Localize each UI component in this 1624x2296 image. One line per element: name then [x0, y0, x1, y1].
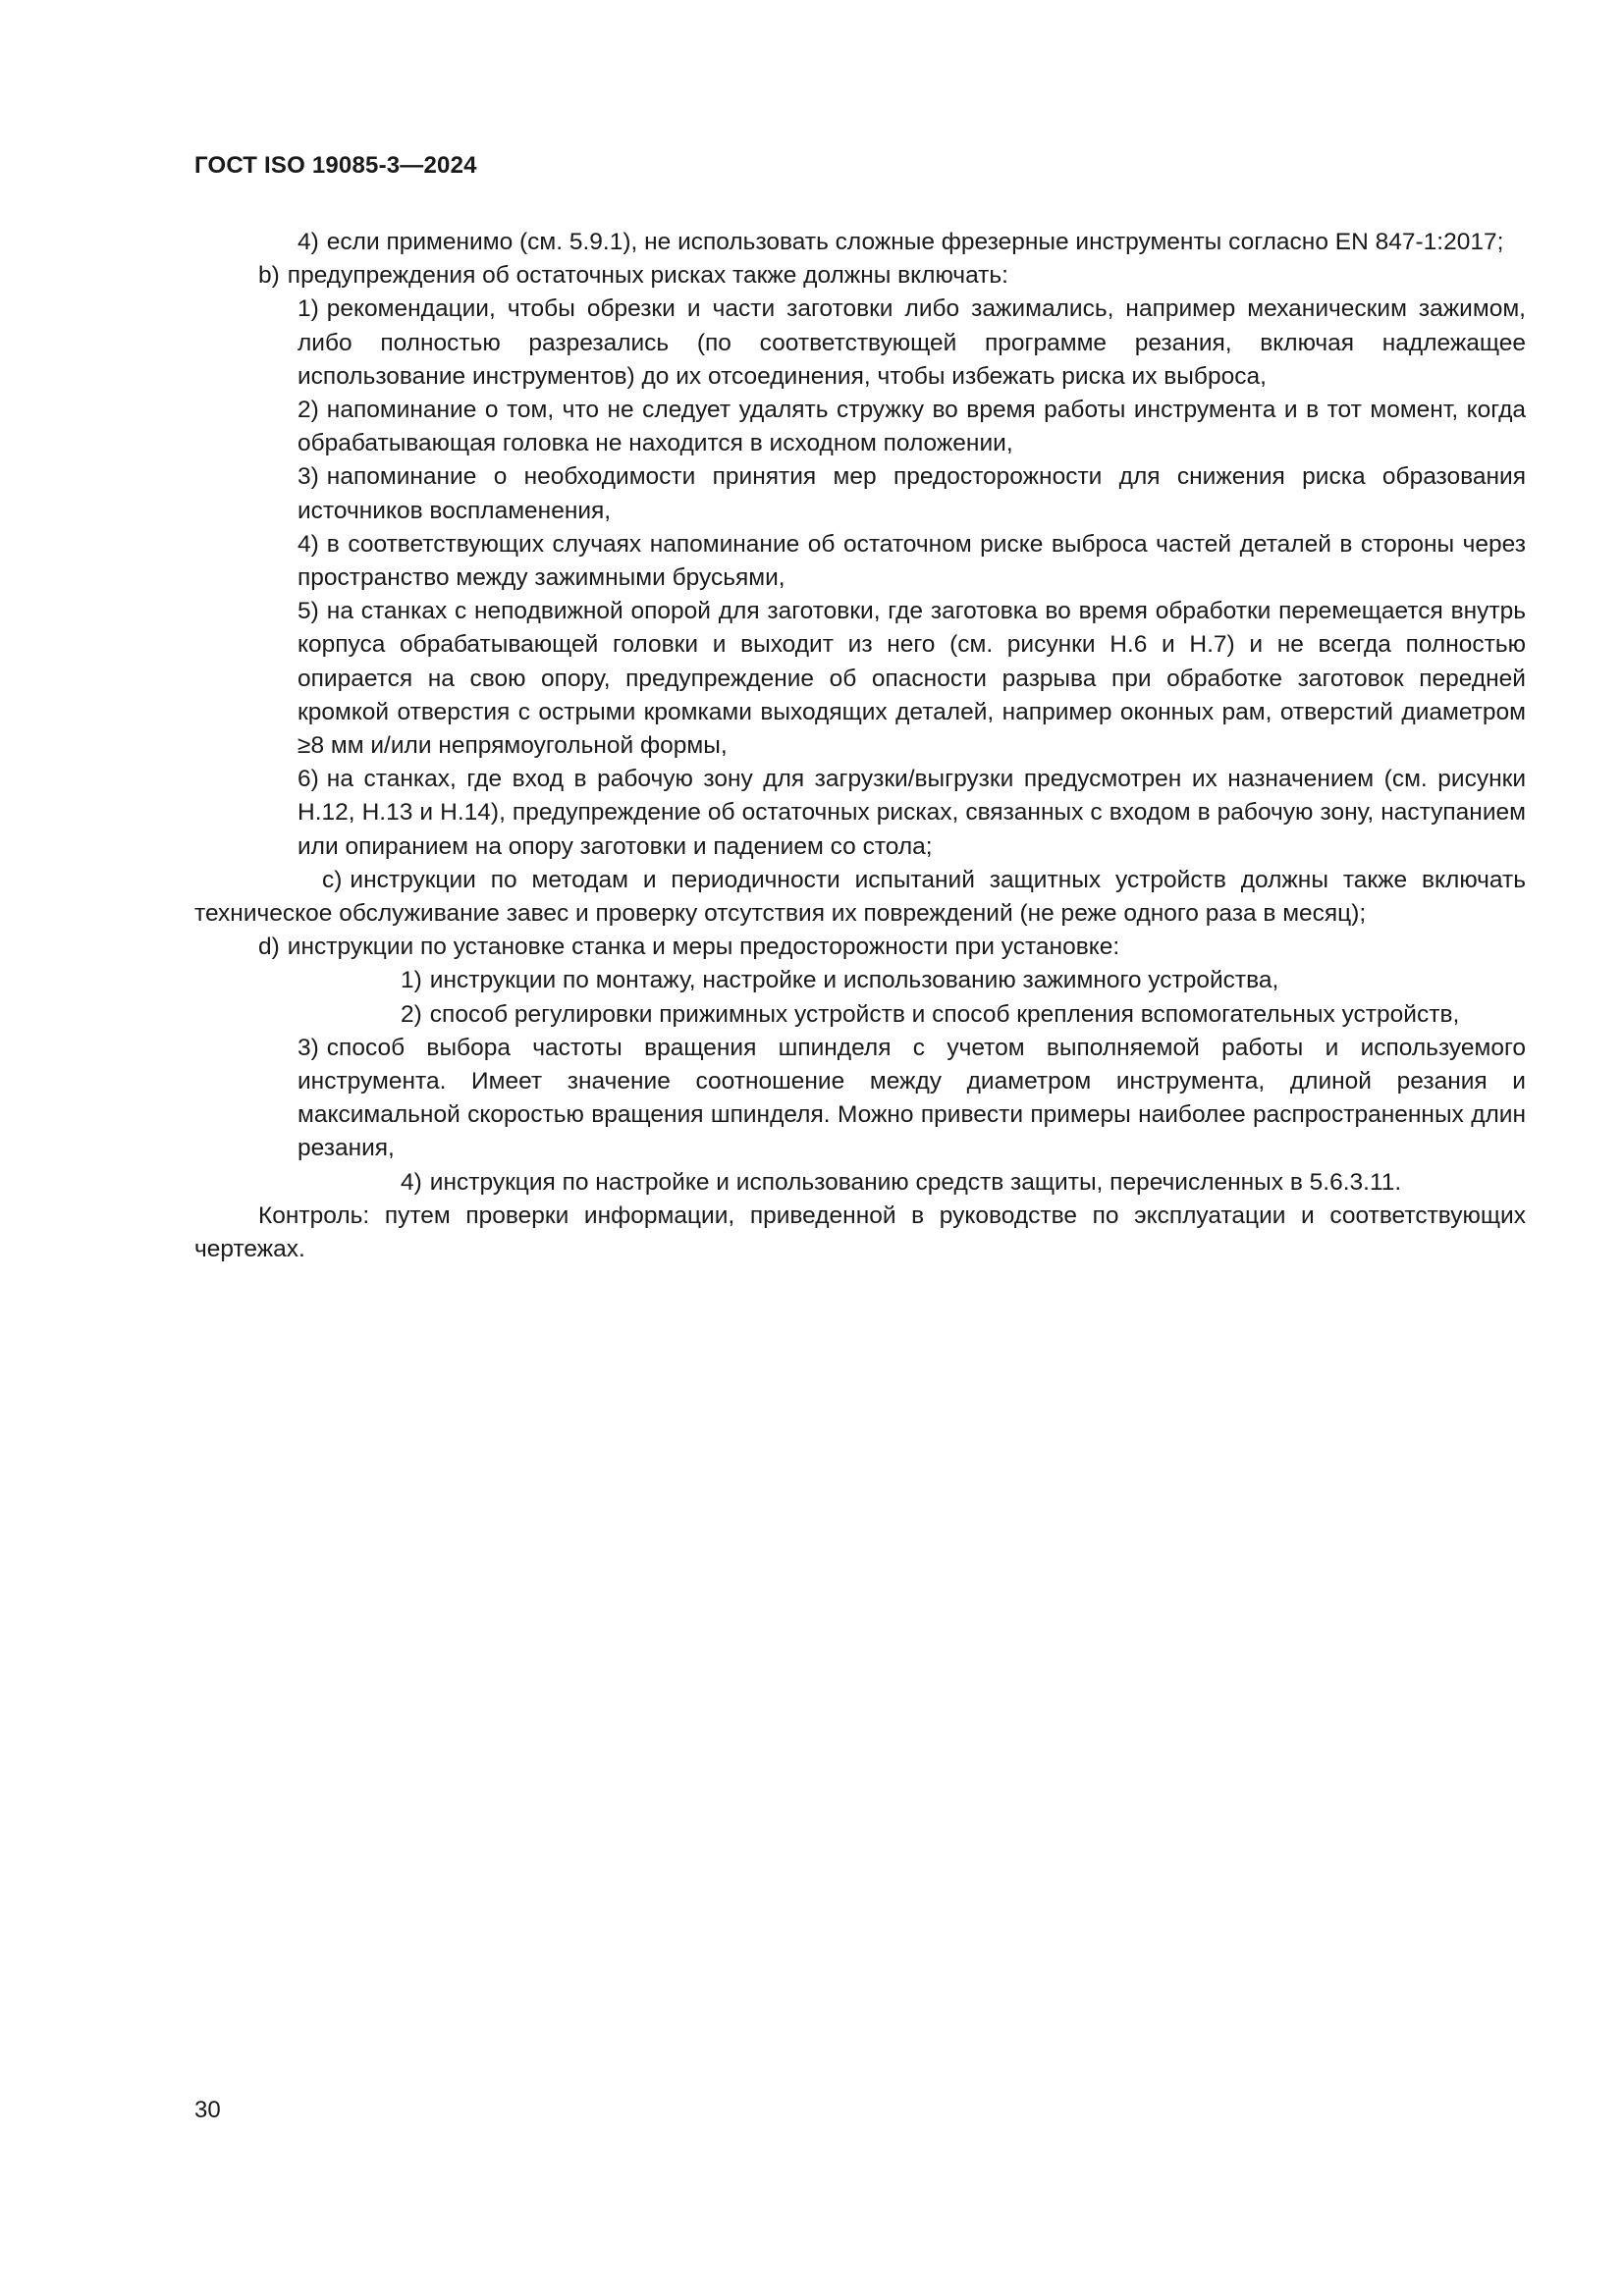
- list-item: [194, 293, 1526, 394]
- item-label: 6): [298, 766, 319, 793]
- item-label: b): [258, 262, 280, 290]
- item-label: 2): [298, 397, 319, 424]
- list-item: [194, 864, 1526, 931]
- item-label: 3): [298, 1034, 319, 1061]
- item-text: инструкции по монтажу, настройке и использованию зажимного устройства,: [429, 967, 1279, 994]
- control-paragraph: [194, 1200, 1526, 1266]
- list-item: [194, 460, 1526, 527]
- item-text: напоминание о том, что не следует удалять стружку во время работы инструмента и в тот момент, когда обрабатывающая головка не находится в исходном положении,: [298, 397, 1526, 457]
- document-body: [194, 226, 1526, 1266]
- item-text: способ регулировки прижимных устройств и способ крепления вспомогательных устройств,: [429, 1000, 1460, 1028]
- item-label: 1): [401, 967, 422, 994]
- list-item: [194, 595, 1526, 763]
- item-label: d): [258, 934, 280, 961]
- list-item: [194, 1032, 1526, 1166]
- item-text: рекомендации, чтобы обрезки и части заготовки либо зажимались, например механическим зажимом, либо полностью разрезались (по соответствующей программе резания, включая надлежащее использование инструментов) до их отсоединения, чтобы избежать риска их выброса,: [298, 295, 1526, 390]
- list-item: [194, 528, 1526, 595]
- list-item: [194, 394, 1526, 460]
- list-item: [194, 259, 1526, 293]
- list-item: [194, 964, 1526, 997]
- item-label: 2): [401, 1000, 422, 1028]
- item-text: способ выбора частоты вращения шпинделя с учетом выполняемой работы и используемого инструмента. Имеет значение соотношение между диаметром инструмента, длиной резания и максимальной скоростью вращения шпинделя. Можно привести примеры наиболее распространенных длин резания,: [298, 1034, 1526, 1162]
- list-item: [194, 931, 1526, 964]
- item-text: напоминание о необходимости принятия мер предосторожности для снижения риска образования источников воспламенения,: [298, 463, 1526, 524]
- item-label: 3): [298, 463, 319, 491]
- item-text: Контроль: путем проверки информации, приведенной в руководстве по эксплуатации и соответствующих чертежах.: [194, 1201, 1526, 1263]
- list-item: [194, 1166, 1526, 1200]
- item-text: если применимо (см. 5.9.1), не использовать сложные фрезерные инструменты согласно EN 847-1:2017;: [326, 229, 1504, 255]
- item-label: 4): [401, 1168, 422, 1196]
- item-label: 4): [298, 229, 319, 255]
- item-label: 5): [298, 598, 319, 625]
- list-item: [194, 226, 1526, 259]
- list-item: [194, 763, 1526, 864]
- list-item: [194, 998, 1526, 1032]
- item-text: в соответствующих случаях напоминание об остаточном риске выброса частей деталей в стороны через пространство между зажимными брусьями,: [298, 530, 1526, 592]
- item-text: на станках с неподвижной опорой для заготовки, где заготовка во время обработки перемещается внутрь корпуса обрабатывающей головки и выходит из него (см. рисунки H.6 и H.7) и не всегда полностью опирается на свою опору, предупреждение об опасности разрыва при обработке заготовок передней кромкой отверстия с острыми кромками выходящих деталей, например оконных рам, отверстий диаметром ≥8 мм и/или непрямоугольной формы,: [298, 598, 1526, 760]
- item-label: 4): [298, 530, 319, 558]
- item-text: на станках, где вход в рабочую зону для загрузки/выгрузки предусмотрен их назначением (см. рисунки H.12, H.13 и H.14), предупреждение об остаточных рисках, связанных с входом в рабочую зону, наступанием или опиранием на опору заготовки и падением со стола;: [298, 766, 1526, 860]
- document-header: ГОСТ ISO 19085-3—2024: [194, 152, 477, 179]
- item-text: инструкция по настройке и использованию средств защиты, перечисленных в 5.6.3.11.: [429, 1168, 1402, 1196]
- page-number: 30: [194, 2097, 221, 2123]
- item-text: предупреждения об остаточных рисках также должны включать:: [287, 262, 1008, 290]
- item-label: c): [322, 866, 343, 893]
- item-text: инструкции по методам и периодичности испытаний защитных устройств должны также включать техническое обслуживание завес и проверку отсутствия их повреждений (не реже одного раза в месяц);: [194, 866, 1526, 928]
- item-text: инструкции по установке станка и меры предосторожности при установке:: [287, 934, 1120, 961]
- item-label: 1): [298, 295, 319, 323]
